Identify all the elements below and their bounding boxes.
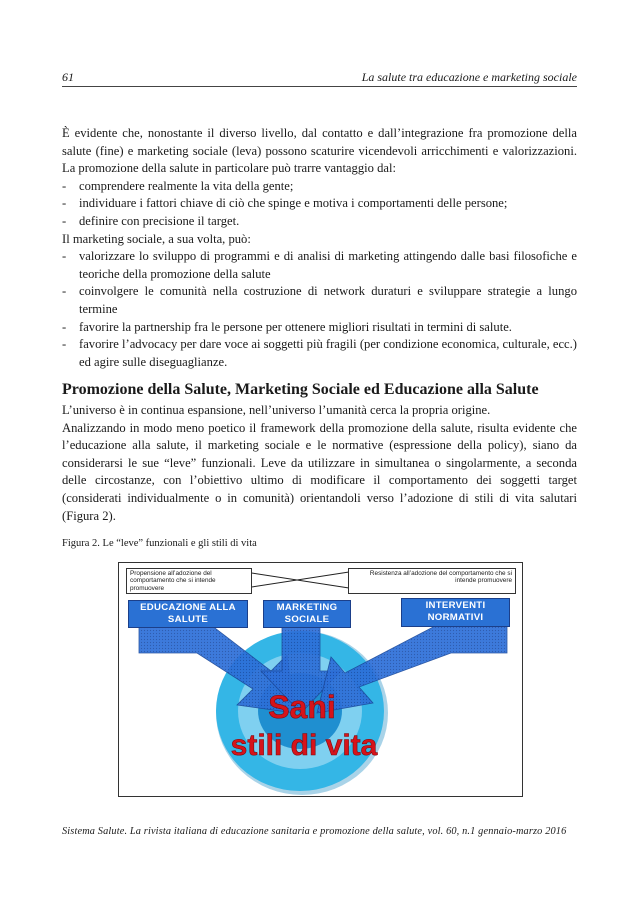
- journal-citation: Sistema Salute. La rivista italiana di educazione sanitaria e promozione della salute, vol. 60, n.1 gennaio-marzo 2016: [62, 826, 567, 837]
- list-item: - favorire la partnership fra le persone per ottenere migliori risultati in termini di salute.: [62, 319, 512, 334]
- list-item: - valorizzare lo sviluppo di programmi e di analisi di marketing attingendo dalle basi filosofiche e teoriche della promozione della salute: [62, 249, 577, 281]
- list-item: - favorire l’advocacy per dare voce ai soggetti più fragili (per condizione economica, culturale, ecc.) ed agire sulle diseguaglianze.: [62, 337, 577, 369]
- resistance-note: Resistenza all’adozione del comportamento che si intende promuovere: [348, 568, 516, 594]
- intro-paragraph: È evidente che, nonostante il diverso livello, dal contatto e dall’integrazione fra promozione della salute (fine) e marketing sociale (leva) possono scaturire vicendevoli arricchimenti e valorizzazioni. La promozione della salute in particolare può trarre vantaggio dal:: [62, 126, 577, 176]
- section-paragraph-1: L’universo è in continua espansione, nell’universo l’umanità cerca la propria origine.: [62, 403, 491, 417]
- lever-education: EDUCAZIONE ALLA SALUTE: [128, 600, 248, 628]
- promotion-advantages-list: [62, 178, 577, 231]
- intro-body: [62, 125, 577, 371]
- figure-levers-lifestyles: [118, 562, 523, 797]
- target-text-line1: Sani: [268, 689, 336, 725]
- header-rule: [62, 86, 577, 87]
- marketing-lead: Il marketing sociale, a sua volta, può:: [62, 231, 251, 246]
- lever-marketing: MARKETING SOCIALE: [263, 600, 351, 628]
- list-item: - coinvolgere le comunità nella costruzione di network duraturi e sviluppare strategie a lungo termine: [62, 284, 577, 316]
- running-header: [62, 68, 577, 88]
- section-heading: Promozione della Salute, Marketing Sociale ed Educazione alla Salute: [62, 381, 539, 398]
- target-text-line2: stili di vita: [230, 729, 378, 762]
- list-item: - comprendere realmente la vita della gente;: [62, 178, 294, 193]
- section-body: [62, 402, 577, 525]
- lever-normative: INTERVENTI NORMATIVI: [401, 598, 510, 627]
- list-item: - individuare i fattori chiave di ciò che spinge e motiva i comportamenti delle persone;: [62, 196, 508, 211]
- section-paragraph-2: Analizzando in modo meno poetico il framework della promozione della salute, risulta evidente che l’educazione alla salute, il marketing sociale e le normative (espressione della policy), siano da considerarsi le sue “leve” funzionali. Leve da utilizzare in simultanea o singolarmente, a seconda delle circostanze, con l’obiettivo ultimo di modificare il comportamento dei soggetti target (considerati individualmente o in comunità) orientandoli verso l’adozione di stili di vita salutari (Figura 2).: [62, 420, 577, 523]
- propensity-note: Propensione all’adozione del comportamento che si intende promuovere: [126, 568, 252, 594]
- running-title: La salute tra educazione e marketing sociale: [361, 70, 577, 84]
- page-number: 61: [62, 70, 74, 84]
- figure-caption: Figura 2. Le “leve” funzionali e gli stili di vita: [62, 538, 257, 549]
- list-item: - definire con precisione il target.: [62, 213, 240, 228]
- marketing-capabilities-list: [62, 248, 577, 371]
